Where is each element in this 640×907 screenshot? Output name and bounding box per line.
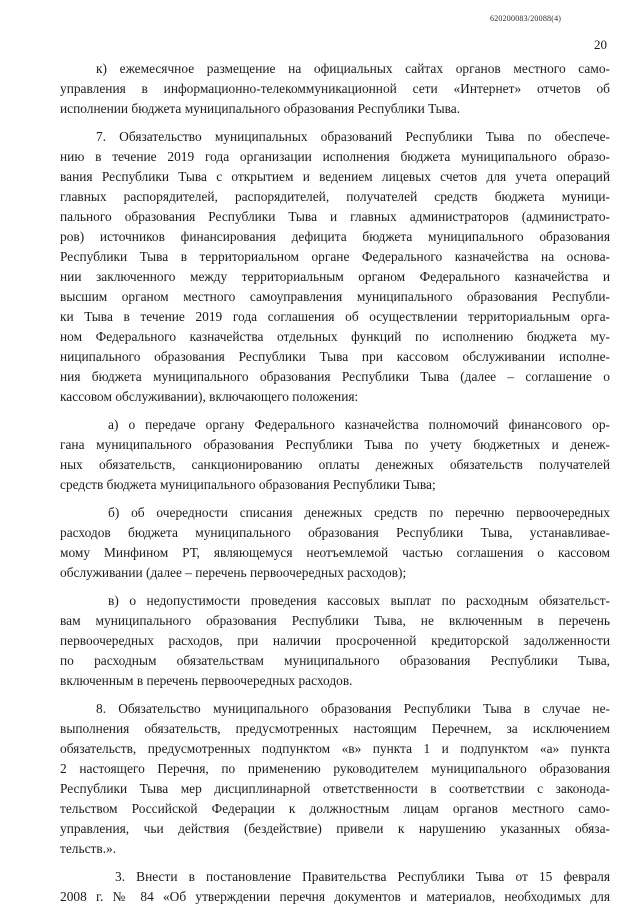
text-line: по расходным обязательствам муниципального образования Республики Тыва,: [60, 653, 610, 668]
text-line: б) об очередности списания денежных средств по перечню первоочередных: [108, 505, 610, 520]
text-line: ров) источников финансирования дефицита бюджета муниципального образования: [60, 229, 610, 244]
text-line: нию в течение 2019 года организации исполнения бюджета муниципального образо-: [60, 149, 610, 164]
text-line: нии заключенного между территориальным органом Федерального казначейства и: [60, 269, 610, 284]
text-line: ки Тыва в течение 2019 года соглашения об осуществлении территориальным орга-: [60, 309, 610, 324]
text-line: выполнения обязательств, предусмотренных настоящим Перечнем, за исключением: [60, 721, 610, 736]
text-line: расходов бюджета муниципального образования Республики Тыва, устанавливае-: [60, 525, 610, 540]
text-line: 7. Обязательство муниципальных образований Республики Тыва по обеспече-: [96, 129, 610, 144]
text-line: обязательств, предусмотренных подпунктом «в» пункта 1 и подпунктом «а» пункта: [60, 741, 610, 756]
text-line: мому Минфином РТ, являющемуся неотъемлемой частью соглашения о кассовом: [60, 545, 610, 560]
text-line: 3. Внести в постановление Правительства Республики Тыва от 15 февраля: [115, 869, 610, 884]
text-line: включенным в перечень первоочередных расходов.: [60, 673, 353, 688]
text-line: в) о недопустимости проведения кассовых выплат по расходным обязательст-: [108, 593, 610, 608]
text-line: а) о передаче органу Федерального казначейства полномочий финансового ор-: [108, 417, 610, 432]
text-line: управления в информационно-телекоммуникационной сети «Интернет» отчетов об: [60, 81, 610, 96]
document-code: 620200083/20088(4): [490, 14, 562, 23]
text-line: 2008 г. № 84 «Об утверждении перечня документов и материалов, необходимых для: [60, 889, 610, 904]
text-line: высшим органом местного самоуправления муниципального образования Республи-: [60, 289, 610, 304]
text-line: ных обязательств, санкционированию оплаты денежных обязательств получателей: [60, 457, 610, 472]
page-number: 20: [594, 37, 607, 52]
text-line: главных распорядителей, распорядителей, получателей средств бюджета муници-: [60, 189, 610, 204]
text-line: Республики Тыва мер дисциплинарной ответственности в соответствии с законода-: [60, 781, 610, 796]
text-line: первоочередных расходов, при наличии просроченной кредиторской задолженности: [60, 633, 610, 648]
text-line: ниципального образования Республики Тыва при кассовом обслуживании исполне-: [60, 349, 610, 364]
text-line: 8. Обязательство муниципального образования Республики Тыва в случае не-: [96, 701, 610, 716]
text-line: кассовом обслуживании), включающего положения:: [60, 389, 359, 404]
text-line: ния бюджета муниципального образования Республики Тыва (далее – соглашение о: [60, 369, 610, 384]
text-line: тельством Российской Федерации к должностным лицам органов местного само-: [60, 801, 610, 816]
text-line: средств бюджета муниципального образования Республики Тыва;: [60, 477, 436, 492]
text-line: вам муниципального образования Республики Тыва, не включенным в перечень: [60, 613, 610, 628]
text-line: тельств.».: [60, 841, 117, 856]
text-line: вания Республики Тыва с открытием и ведением лицевых счетов для учета операций: [60, 169, 610, 184]
text-line: исполнении бюджета муниципального образования Республики Тыва.: [60, 101, 461, 116]
text-line: пального образования Республики Тыва и главных администраторов (администрато-: [60, 209, 610, 224]
text-line: к) ежемесячное размещение на официальных сайтах органов местного само-: [96, 61, 610, 76]
text-line: управления, чьи действия (бездействие) привели к нарушению указанных обяза-: [60, 821, 610, 836]
text-line: гана муниципального образования Республики Тыва по учету бюджетных и денеж-: [60, 437, 610, 452]
text-line: Республики Тыва в территориальном органе Федерального казначейства на основа-: [60, 249, 610, 264]
text-line: обслуживании (далее – перечень первоочередных расходов);: [60, 565, 407, 580]
text-line: ном Федерального казначейства отдельных функций по исполнению бюджета му-: [60, 329, 610, 344]
text-line: 2 настоящего Перечня, по применению руководителем муниципального образования: [60, 761, 610, 776]
